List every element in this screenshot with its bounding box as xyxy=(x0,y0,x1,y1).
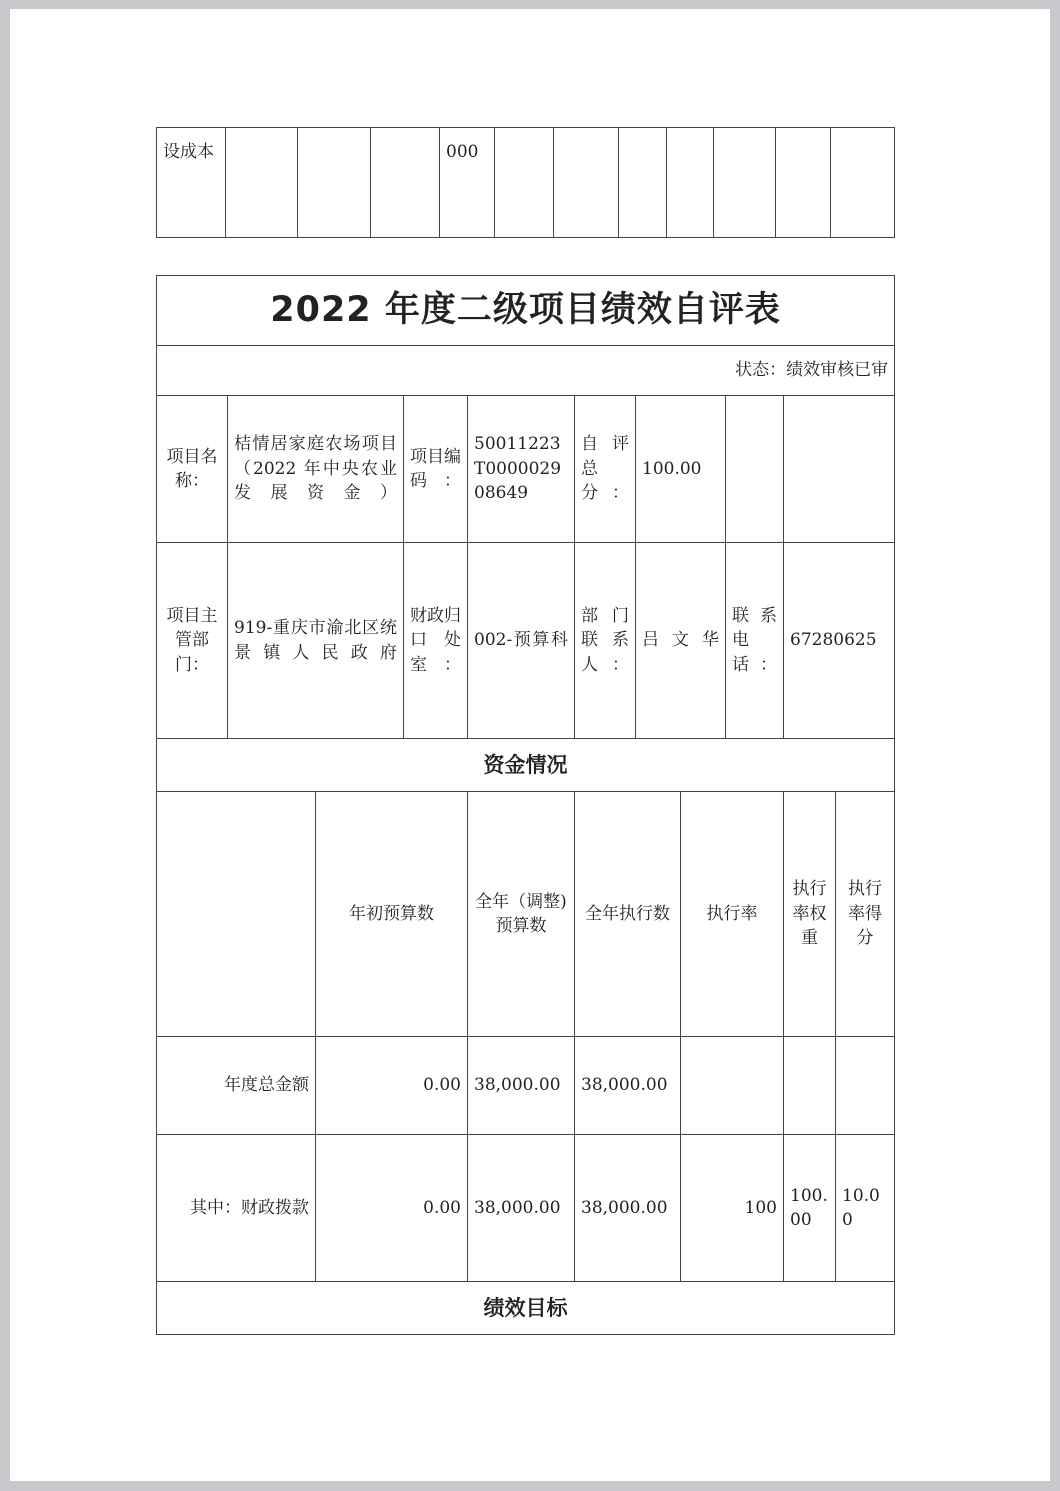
executed-value: 38,000.00 xyxy=(575,1135,681,1282)
row-name: 其中：财政拨款 xyxy=(157,1135,316,1282)
finance-office-label: 财政归口处室： xyxy=(404,543,468,739)
adjusted-budget-value: 38,000.00 xyxy=(468,1135,575,1282)
execution-rate-value xyxy=(681,1037,784,1135)
project-code: 50011223T000002908649 xyxy=(468,396,575,543)
execution-rate-value: 100 xyxy=(681,1135,784,1282)
fragment-value: 000 xyxy=(440,128,495,238)
adjusted-budget-value: 38,000.00 xyxy=(468,1037,575,1135)
finance-office: 002-预算科 xyxy=(468,543,575,739)
rate-score-value: 10.00 xyxy=(836,1135,895,1282)
project-name: 桔情居家庭农场项目（2022 年中央农业发展资金） xyxy=(228,396,404,543)
fragment-label: 设成本 xyxy=(157,128,226,238)
col-rate-score: 执行率得分 xyxy=(836,792,895,1037)
phone-label: 联系电话： xyxy=(726,543,784,739)
contact-name: 吕文华 xyxy=(636,543,726,739)
initial-budget-value: 0.00 xyxy=(316,1037,468,1135)
previous-table-fragment xyxy=(156,127,895,238)
rate-score-value xyxy=(836,1037,895,1135)
col-initial-budget: 年初预算数 xyxy=(316,792,468,1037)
dept-name: 919-重庆市渝北区统景镇人民政府 xyxy=(228,543,404,739)
project-code-label: 项目编码： xyxy=(404,396,468,543)
performance-evaluation-table xyxy=(156,275,895,1335)
table-row xyxy=(157,1135,895,1282)
self-score-label: 自评总分： xyxy=(575,396,636,543)
status-text: 状态：绩效审核已审 xyxy=(157,346,895,396)
rate-weight-value: 100.00 xyxy=(784,1135,836,1282)
project-name-label: 项目名称： xyxy=(157,396,228,543)
rate-weight-value xyxy=(784,1037,836,1135)
phone-number: 67280625 xyxy=(784,543,895,739)
goals-section-heading: 绩效目标 xyxy=(157,1282,895,1335)
self-score: 100.00 xyxy=(636,396,726,543)
contact-label: 部门联系人： xyxy=(575,543,636,739)
col-executed: 全年执行数 xyxy=(575,792,681,1037)
col-adjusted-budget: 全年（调整)预算数 xyxy=(468,792,575,1037)
col-rate-weight: 执行率权重 xyxy=(784,792,836,1037)
executed-value: 38,000.00 xyxy=(575,1037,681,1135)
table-row xyxy=(157,1037,895,1135)
row-name: 年度总金额 xyxy=(157,1037,316,1135)
dept-label: 项目主管部门： xyxy=(157,543,228,739)
initial-budget-value: 0.00 xyxy=(316,1135,468,1282)
col-execution-rate: 执行率 xyxy=(681,792,784,1037)
page-title: 2022 年度二级项目绩效自评表 xyxy=(157,276,895,346)
funds-section-heading: 资金情况 xyxy=(157,739,895,792)
